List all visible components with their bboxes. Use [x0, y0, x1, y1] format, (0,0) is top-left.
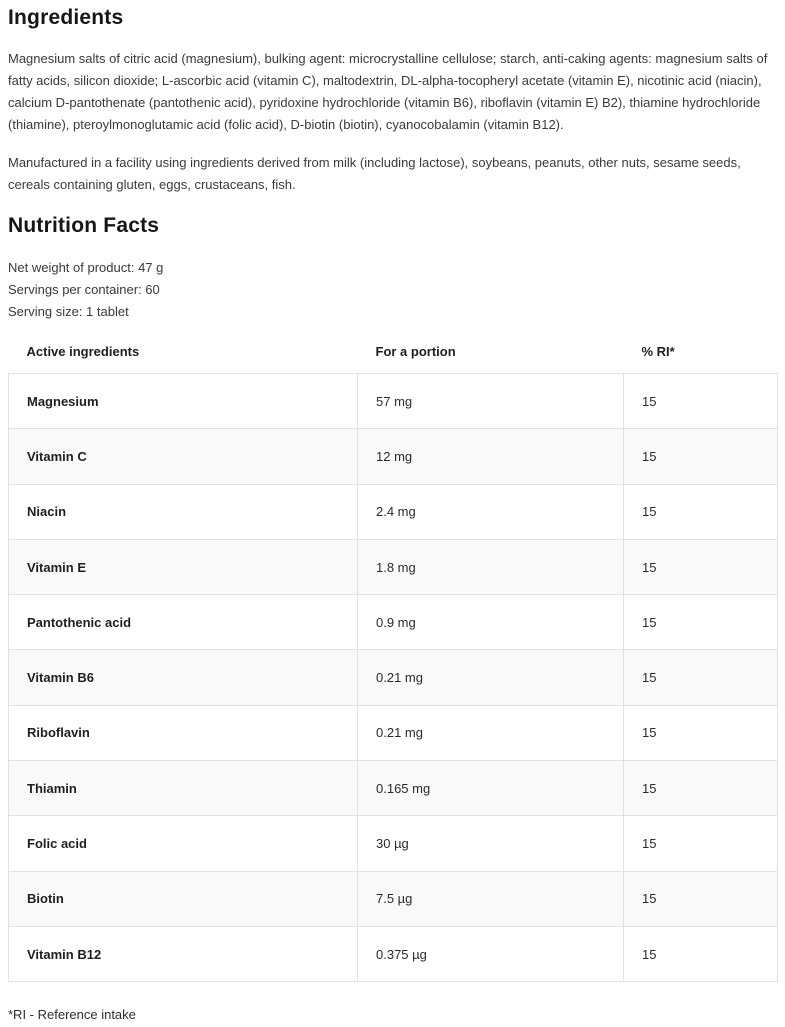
table-row [9, 595, 778, 650]
ingredient-name-cell: Vitamin E [9, 539, 358, 594]
portion-cell: 0.21 mg [358, 705, 624, 760]
nutrition-facts-heading: Nutrition Facts [8, 214, 160, 237]
table-row [9, 650, 778, 705]
ri-cell: 15 [624, 595, 778, 650]
ingredients-heading: Ingredients [8, 6, 124, 29]
ingredient-name-cell: Folic acid [9, 816, 358, 871]
ri-cell: 15 [624, 761, 778, 816]
ingredient-name-cell: Magnesium [9, 374, 358, 429]
servings-per-container-line: Servings per container: 60 [8, 282, 160, 297]
table-row [9, 761, 778, 816]
table-row [9, 539, 778, 594]
portion-cell: 0.165 mg [358, 761, 624, 816]
ri-cell: 15 [624, 374, 778, 429]
table-row [9, 926, 778, 981]
ingredient-name-cell: Vitamin C [9, 429, 358, 484]
portion-cell: 30 µg [358, 816, 624, 871]
portion-cell: 0.375 µg [358, 926, 624, 981]
ri-cell: 15 [624, 539, 778, 594]
portion-cell: 57 mg [358, 374, 624, 429]
ingredient-name-cell: Vitamin B6 [9, 650, 358, 705]
portion-cell: 1.8 mg [358, 539, 624, 594]
table-row [9, 484, 778, 539]
reference-intake-footnote: *RI - Reference intake [8, 1007, 136, 1023]
table-row [9, 374, 778, 429]
ingredient-name-cell: Vitamin B12 [9, 926, 358, 981]
portion-cell: 0.21 mg [358, 650, 624, 705]
column-header-for-a-portion: For a portion [375, 344, 456, 359]
nutrition-table [8, 330, 778, 982]
ingredient-name-cell: Thiamin [9, 761, 358, 816]
ingredient-name-cell: Riboflavin [9, 705, 358, 760]
net-weight-line: Net weight of product: 47 g [8, 260, 164, 275]
ri-cell: 15 [624, 816, 778, 871]
portion-cell: 12 mg [358, 429, 624, 484]
serving-size-line: Serving size: 1 tablet [8, 304, 129, 319]
ri-cell: 15 [624, 705, 778, 760]
column-header-percent-ri: % RI* [641, 344, 675, 359]
table-row [9, 429, 778, 484]
table-row [9, 705, 778, 760]
portion-cell: 2.4 mg [358, 484, 624, 539]
portion-cell: 7.5 µg [358, 871, 624, 926]
ingredient-name-cell: Biotin [9, 871, 358, 926]
ri-cell: 15 [624, 926, 778, 981]
ingredients-composition-paragraph: Magnesium salts of citric acid (magnesium), bulking agent: microcrystalline cellulose; starch, anti-caking agents: magnesium salts of fatty acids, silicon dioxide; L-ascorbic acid (vitamin C), maltodextrin, DL-alpha-tocopheryl acetate (vitamin E), nicotinic acid (niacin), calcium D-pantothenate (pantothenic acid), pyridoxine hydrochloride (vitamin B6), riboflavin (vitamin E) B2), thiamine hydrochloride (thiamine), pteroylmonoglutamic acid (folic acid), D-biotin (biotin), cyanocobalamin (vitamin B12). [8, 51, 768, 132]
table-row [9, 816, 778, 871]
table-row [9, 871, 778, 926]
portion-cell: 0.9 mg [358, 595, 624, 650]
ri-cell: 15 [624, 429, 778, 484]
allergen-notice-paragraph: Manufactured in a facility using ingredients derived from milk (including lactose), soybeans, peanuts, other nuts, sesame seeds, cereals containing gluten, eggs, crustaceans, fish. [8, 155, 741, 192]
serving-info [8, 257, 777, 323]
ri-cell: 15 [624, 650, 778, 705]
table-header-row [9, 330, 778, 374]
ingredient-name-cell: Pantothenic acid [9, 595, 358, 650]
column-header-active-ingredients: Active ingredients [26, 344, 140, 359]
ingredient-name-cell: Niacin [9, 484, 358, 539]
ri-cell: 15 [624, 484, 778, 539]
ri-cell: 15 [624, 871, 778, 926]
